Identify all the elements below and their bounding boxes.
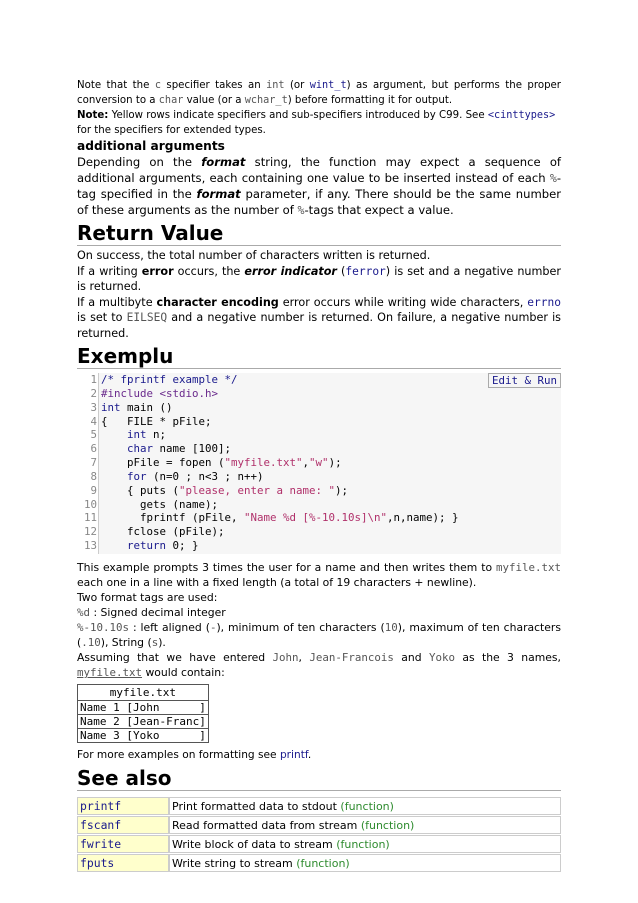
code-int: int xyxy=(266,80,285,91)
see-also-row xyxy=(77,854,561,872)
see-also-table xyxy=(77,796,561,873)
code-line-12: fclose (pFile); xyxy=(101,525,225,539)
return-value-p3 xyxy=(77,295,561,342)
intro-text: specifier takes an xyxy=(160,80,267,91)
text: This example prompts 3 times the user for a name and then writes them to xyxy=(77,561,496,574)
text: For more examples on formatting see xyxy=(77,749,280,761)
link-ferror[interactable]: ferror xyxy=(345,264,386,278)
explanation-p5 xyxy=(77,650,561,680)
line-number: 6 xyxy=(90,442,97,456)
code-block xyxy=(98,373,561,554)
code-c: c xyxy=(154,80,161,91)
intro-text: Note that the xyxy=(77,80,155,91)
return-value-section xyxy=(77,248,561,341)
line-number: 11 xyxy=(83,511,97,525)
code-keyword: char xyxy=(127,442,154,456)
see-also-desc xyxy=(169,835,561,853)
code-keyword: for xyxy=(127,469,147,483)
code-line-7: pFile = fopen ( xyxy=(101,456,225,470)
text: . xyxy=(307,749,312,761)
text: If a multibyte xyxy=(77,295,157,309)
code-keyword: int xyxy=(127,428,147,442)
text: Read formatted data from stream xyxy=(172,818,361,832)
text: each one in a line with a fixed length (a total of 19 characters + newline). xyxy=(77,576,477,589)
format-param: format xyxy=(196,187,241,201)
text: : left aligned ( xyxy=(129,621,210,634)
code-line-2: #include <stdio.h> xyxy=(101,386,219,400)
line-number: 9 xyxy=(90,483,97,497)
code-text: ); xyxy=(335,483,349,497)
code-width: 10 xyxy=(384,621,398,634)
intro-text: (or xyxy=(284,80,310,91)
code-line-5: n; xyxy=(146,428,167,442)
kind-label: (function) xyxy=(360,818,415,832)
more-examples xyxy=(77,748,561,763)
file-contents-table xyxy=(77,684,209,743)
intro-text: ) as argument, but performs the proper conversion to a xyxy=(77,80,561,106)
error-indicator-term: error indicator xyxy=(244,264,337,278)
code-text: , xyxy=(302,456,310,470)
explanation-p3 xyxy=(77,605,561,620)
file-table-header: myfile.txt xyxy=(78,685,209,701)
code-line-9: { puts ( xyxy=(101,483,180,497)
code-string: "w" xyxy=(309,456,329,470)
explanation-p1 xyxy=(77,560,561,590)
line-number: 8 xyxy=(90,469,97,483)
additional-arguments-text xyxy=(77,154,561,218)
code-text: ); xyxy=(328,456,342,470)
code-char: char xyxy=(158,95,184,106)
code-indent xyxy=(101,470,127,483)
text: : Signed decimal integer xyxy=(90,606,226,619)
code-string: "myfile.txt" xyxy=(224,456,303,470)
line-number: 2 xyxy=(90,386,97,400)
link-wint-t[interactable]: wint_t xyxy=(309,80,347,91)
see-also-link-printf[interactable]: printf xyxy=(77,797,169,815)
text: string, the function may expect a sequence of additional arguments, each containing one value to be inserted instead of each xyxy=(77,155,562,185)
see-also-row xyxy=(77,816,561,834)
text: ). xyxy=(158,636,166,649)
see-also-link-fscanf[interactable]: fscanf xyxy=(77,816,169,834)
see-also-heading: See also xyxy=(77,766,561,791)
text: Write string to stream xyxy=(172,856,297,870)
text: ) is set and a negative number is returned. xyxy=(77,264,561,293)
code-line-10: gets (name); xyxy=(101,497,219,511)
line-number: 3 xyxy=(90,400,97,414)
code-keyword: int xyxy=(101,400,121,414)
error-term: error xyxy=(141,264,174,278)
code-name: John xyxy=(272,651,299,664)
code-precision: .10 xyxy=(81,636,101,649)
code-name: Yoko xyxy=(428,651,455,664)
code-line-1: /* fprintf example */ xyxy=(101,373,238,386)
see-also-row xyxy=(77,835,561,853)
code-text: ,n,name); } xyxy=(387,511,459,525)
see-also-desc xyxy=(169,797,561,815)
line-number: 5 xyxy=(90,428,97,442)
kind-label: (function) xyxy=(340,799,394,813)
file-table-row: Name 2 [Jean-Franc] xyxy=(78,715,209,729)
note-label: Note: xyxy=(77,110,109,121)
text: Print formatted data to stdout xyxy=(172,799,341,813)
code-filename: myfile.txt xyxy=(77,666,143,679)
text: If a writing xyxy=(77,264,142,278)
code-line-4: { FILE * pFile; xyxy=(101,414,212,428)
see-also-link-fwrite[interactable]: fwrite xyxy=(77,835,169,853)
text: , xyxy=(298,651,310,664)
example-explanation xyxy=(77,560,561,680)
edit-and-run-button[interactable]: Edit & Run xyxy=(488,373,561,388)
code-line-11: fprintf (pFile, xyxy=(101,511,245,525)
explanation-p2: Two format tags are used: xyxy=(77,591,218,604)
intro-text: ) before formatting it for output. xyxy=(287,95,453,106)
kind-label: (function) xyxy=(296,856,350,870)
code-line-13: 0; } xyxy=(166,539,199,553)
text: ), maximum of ten characters ( xyxy=(77,621,561,649)
text: would contain: xyxy=(142,666,225,679)
code-eilseq: EILSEQ xyxy=(126,311,168,324)
text: and a negative number is returned. On failure, a negative number is returned. xyxy=(77,311,562,340)
text: ), String ( xyxy=(100,636,152,649)
code-indent xyxy=(101,539,127,552)
link-printf[interactable]: printf xyxy=(279,749,308,761)
return-value-p1: On success, the total number of characters written is returned. xyxy=(77,249,431,262)
intro-text: value (or a xyxy=(183,95,245,106)
text: is set to xyxy=(77,311,127,324)
text: -tag specified in the xyxy=(77,171,561,201)
code-string: "Name %d [%-10.10s]\n" xyxy=(244,511,388,525)
code-line-3: main () xyxy=(120,400,173,414)
code-line-8: (n=0 ; n<3 ; n++) xyxy=(146,469,264,483)
code-format-tag: %d xyxy=(77,606,91,619)
line-number: 1 xyxy=(90,373,97,386)
code-keyword: return xyxy=(127,539,167,553)
code-indent xyxy=(101,442,127,455)
kind-label: (function) xyxy=(336,837,390,851)
line-number: 10 xyxy=(83,497,97,511)
code-wchar-t: wchar_t xyxy=(244,95,288,106)
explanation-p4 xyxy=(77,620,561,650)
code-name: Jean-Francois xyxy=(309,651,394,664)
text: error occurs while writing wide characters, xyxy=(278,295,528,309)
file-table-row: Name 1 [John ] xyxy=(78,701,209,715)
see-also-desc xyxy=(169,854,561,872)
link-cinttypes[interactable]: <cinttypes> xyxy=(487,110,556,121)
line-number: 4 xyxy=(90,414,97,428)
code-indent xyxy=(101,428,127,441)
intro-paragraph xyxy=(77,78,561,108)
text: Assuming that we have entered xyxy=(77,651,273,664)
text: ( xyxy=(336,264,346,278)
note-text: Yellow rows indicate specifiers and sub-specifiers introduced by C99. See xyxy=(108,110,488,121)
see-also-desc xyxy=(169,816,561,834)
code-string: "please, enter a name: " xyxy=(179,483,336,497)
text: as the 3 names, xyxy=(454,651,561,664)
note-text: for the specifiers for extended types. xyxy=(77,125,266,136)
additional-arguments-heading: additional arguments xyxy=(77,139,225,153)
code-example xyxy=(77,373,561,554)
pct-tag: % xyxy=(549,171,557,185)
line-number: 13 xyxy=(83,539,97,553)
file-table-row: Name 3 [Yoko ] xyxy=(78,729,209,743)
code-filename: myfile.txt xyxy=(495,561,561,574)
text: occurs, the xyxy=(173,264,245,278)
line-number: 7 xyxy=(90,456,97,470)
text: parameter, if any. There should be the same number of these arguments as the number of xyxy=(77,187,561,217)
text: Depending on the xyxy=(77,155,202,169)
example-heading: Exemplu xyxy=(77,344,561,369)
encoding-term: character encoding xyxy=(156,295,279,309)
code-line-6: name [100]; xyxy=(153,442,232,456)
code-format-tag: %-10.10s xyxy=(77,621,130,634)
text: and xyxy=(393,651,429,664)
text: Write block of data to stream xyxy=(172,837,337,851)
format-param: format xyxy=(201,155,246,169)
return-value-heading: Return Value xyxy=(77,221,561,246)
text: ), minimum of ten characters ( xyxy=(216,621,385,634)
text: -tags that expect a value. xyxy=(304,203,454,217)
see-also-link-fputs[interactable]: fputs xyxy=(77,854,169,872)
note-paragraph xyxy=(77,108,561,138)
line-number: 12 xyxy=(83,525,97,539)
return-value-p2 xyxy=(77,264,561,295)
code-specifier: s xyxy=(151,636,159,649)
code-flag: - xyxy=(209,621,217,634)
line-number-gutter xyxy=(77,373,97,553)
pct-tag: % xyxy=(297,203,305,217)
see-also-row xyxy=(77,797,561,815)
link-errno[interactable]: errno xyxy=(527,295,561,309)
